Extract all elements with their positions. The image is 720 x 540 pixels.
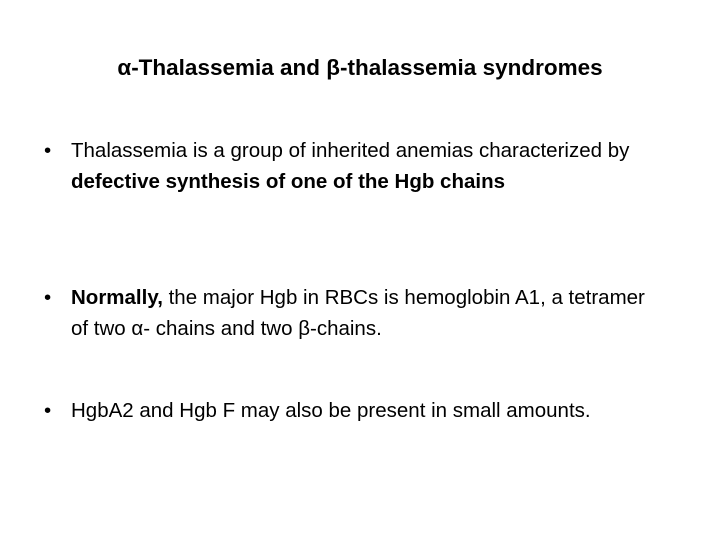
- bullet-text: [71, 282, 664, 344]
- bullet-text-bold: defective synthesis of one of the Hgb chains: [71, 170, 506, 193]
- bullet-item: [44, 135, 664, 197]
- bullet-text: [71, 135, 664, 197]
- bullet-text-bold: Normally,: [71, 286, 163, 309]
- bullet-dot: •: [44, 286, 52, 309]
- bullet-text-regular: Thalassemia is a group of inherited anemias characterized by: [71, 139, 630, 162]
- bullet-item: [44, 395, 664, 426]
- bullet-text-regular: the major Hgb in RBCs is hemoglobin A1, a tetramer of two α- chains and two β-chains.: [71, 286, 645, 340]
- slide-title: α-Thalassemia and β-thalassemia syndromes: [117, 55, 603, 80]
- bullet-item: [44, 282, 664, 344]
- bullet-dot: •: [44, 399, 52, 422]
- bullet-dot: •: [44, 139, 52, 162]
- bullet-text: HgbA2 and Hgb F may also be present in small amounts.: [71, 399, 591, 422]
